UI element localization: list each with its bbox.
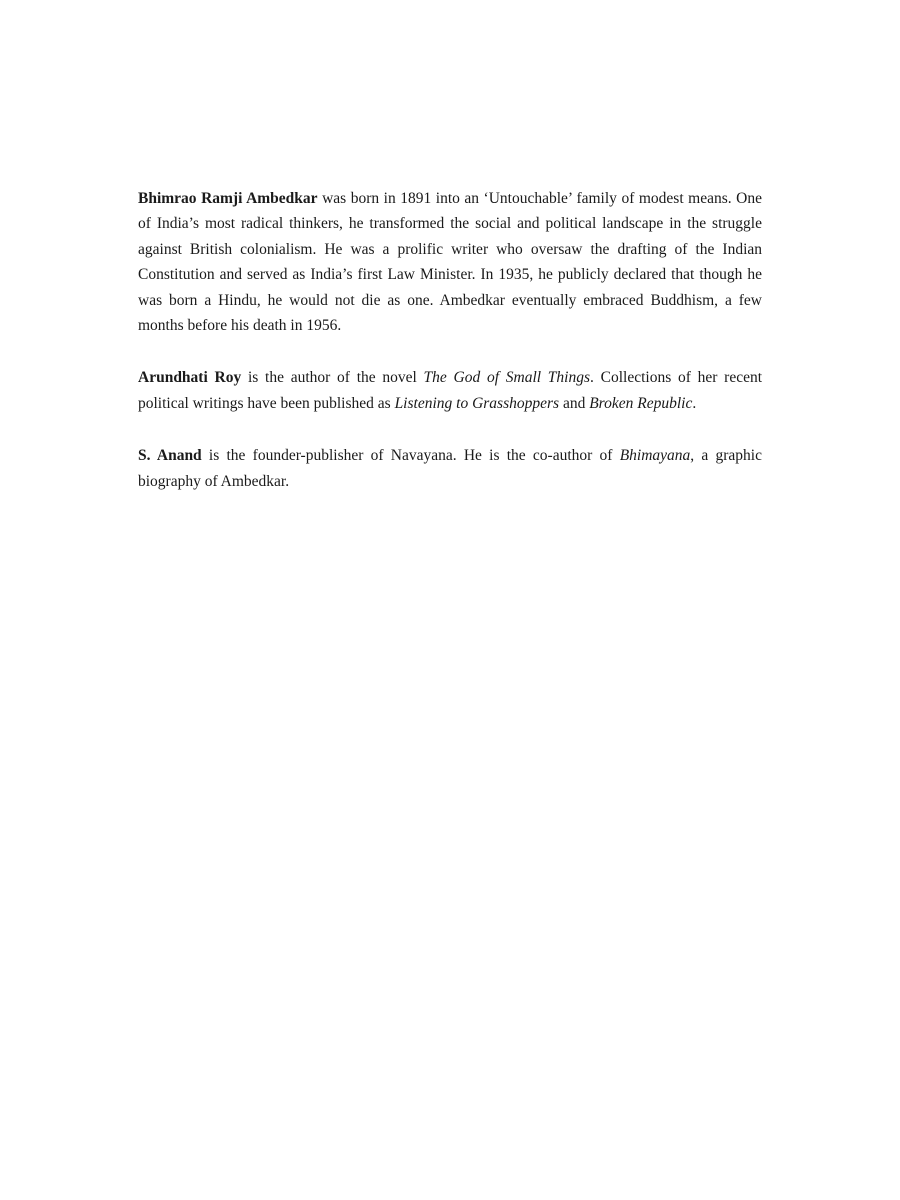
book-title: Bhimayana [619, 447, 691, 465]
bio-text: . Collections of her recent political writings have been published as [138, 369, 763, 412]
book-title: Listening to Grasshoppers [394, 394, 560, 412]
bio-text: , a graphic biography of Ambedkar. [138, 447, 762, 490]
author-name: Bhimrao Ramji Ambedkar [138, 190, 318, 207]
bio-text: is the author of the novel [241, 369, 424, 387]
author-bios [138, 186, 762, 494]
author-name: S. Anand [138, 447, 202, 465]
bio-text: was born in 1891 into an ‘Untouchable’ family of modest means. One of India’s most radical thinkers, he transformed the social and political landscape in the struggle against British colonialism. He was a prolific writer who oversaw the drafting of the Indian Constitution and served as India’s first Law Minister. In 1935, he publicly declared that though he was born a Hindu, he would not die as one. Ambedkar eventually embraced Buddhism, a few months before his death in 1956. [138, 190, 762, 335]
book-title: Broken Republic [589, 394, 693, 412]
bio-text: is the founder-publisher of Navayana. He is the co-author of [201, 447, 620, 465]
bio-text: and [559, 394, 590, 412]
author-name: Arundhati Roy [138, 369, 242, 387]
book-title: The God of Small Things [423, 369, 591, 387]
bio-ambedkar [138, 186, 762, 338]
bio-text: . [692, 394, 697, 412]
bio-anand [138, 443, 762, 494]
bio-roy [138, 365, 762, 416]
